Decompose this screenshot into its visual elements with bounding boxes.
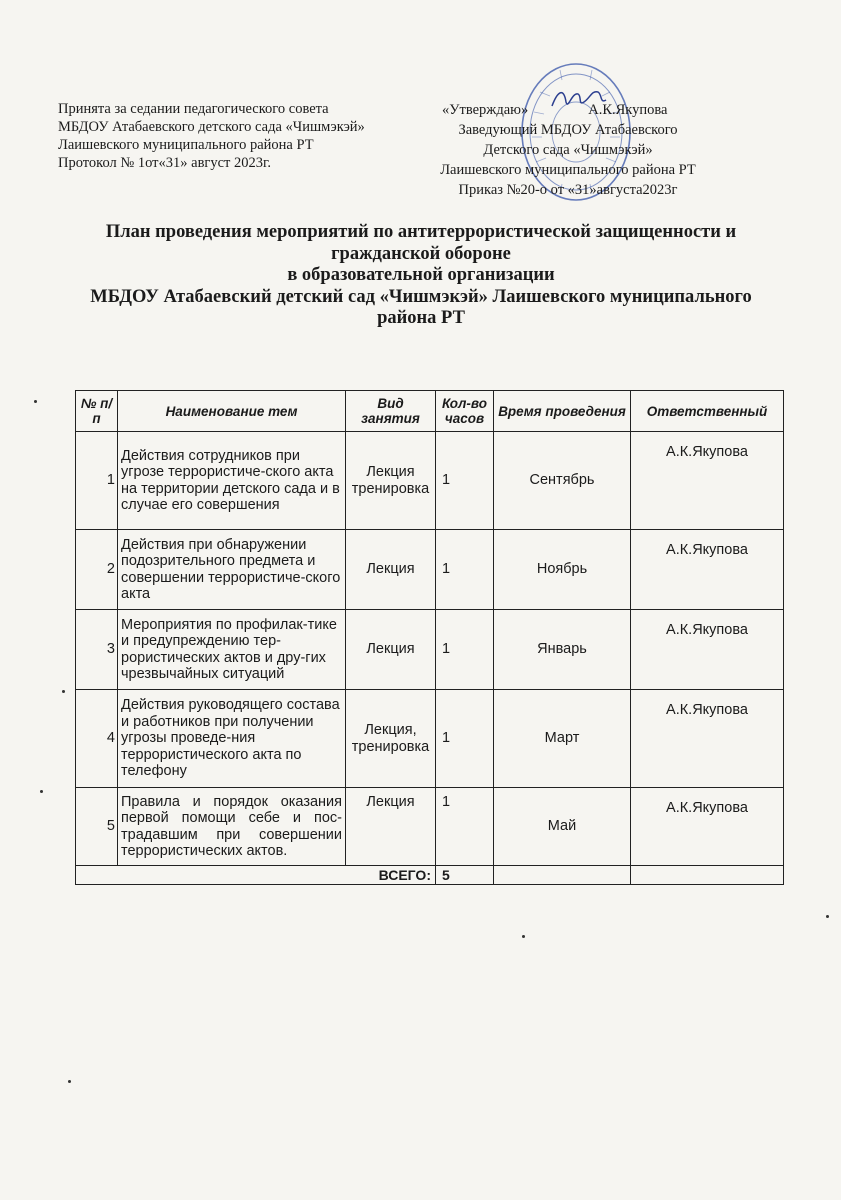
cell-type: Лекция тренировка	[346, 432, 436, 530]
cell-type: Лекция, тренировка	[346, 690, 436, 788]
header-responsible: Ответственный	[631, 391, 784, 432]
cell-hours: 1	[436, 610, 494, 690]
scan-speck	[62, 690, 65, 693]
scan-speck	[40, 790, 43, 793]
cell-num: 4	[76, 690, 118, 788]
cell-time: Май	[494, 788, 631, 866]
scan-speck	[34, 400, 37, 403]
cell-num: 2	[76, 530, 118, 610]
document-title	[40, 222, 802, 330]
table-row	[76, 690, 784, 788]
header-hours: Кол-во часов	[436, 391, 494, 432]
cell-time: Январь	[494, 610, 631, 690]
approval-left-line: МБДОУ Атабаевского детского сада «Чишмэкэй»	[58, 119, 365, 135]
title-line: в образовательной организации	[287, 265, 555, 285]
approval-right-line	[418, 100, 718, 120]
cell-responsible: А.К.Якупова	[631, 788, 784, 866]
approval-right-block	[418, 100, 718, 200]
cell-topic: Правила и порядок оказания первой помощи себе и пос-традавшим при совершении террористических актов.	[118, 788, 346, 866]
cell-num: 1	[76, 432, 118, 530]
approval-left-line: Лаишевского муниципального района РТ	[58, 137, 314, 153]
events-table	[75, 390, 784, 885]
cell-hours: 1	[436, 432, 494, 530]
title-line: гражданской обороне	[331, 243, 511, 264]
table-row	[76, 432, 784, 530]
cell-hours: 1	[436, 530, 494, 610]
cell-topic: Мероприятия по профилак-тике и предупреждению тер-рористических актов и дру-гих чрезвычайных ситуаций	[118, 610, 346, 690]
scan-speck	[68, 1080, 71, 1083]
title-line: План проведения мероприятий по антитеррористической защищенности и	[105, 222, 737, 242]
table-row	[76, 530, 784, 610]
approval-left-line: Протокол № 1от«31» август 2023г.	[58, 155, 271, 171]
approval-right-line: Детского сада «Чишмэкэй»	[483, 142, 653, 158]
cell-hours: 1	[436, 690, 494, 788]
table-row	[76, 610, 784, 690]
table-row	[76, 788, 784, 866]
approval-left-block	[58, 100, 418, 172]
title-line: МБДОУ Атабаевский детский сад «Чишмэкэй» Лаишевского муниципального	[90, 286, 752, 307]
table-header-row	[76, 391, 784, 432]
approval-right-line: Заведующий МБДОУ Атабаевского	[458, 122, 678, 138]
approver-name: А.К.Якупова	[588, 102, 668, 118]
cell-type: Лекция	[346, 610, 436, 690]
cell-time: Сентябрь	[494, 432, 631, 530]
cell-num: 5	[76, 788, 118, 866]
scan-speck	[522, 935, 525, 938]
approval-right-line: Приказ №20-о от «31»августа2023г	[458, 182, 678, 198]
cell-hours: 1	[436, 788, 494, 866]
scan-speck	[826, 915, 829, 918]
cell-responsible: А.К.Якупова	[631, 432, 784, 530]
cell-topic: Действия сотрудников при угрозе террористиче-ского акта на территории детского сада и в случае его совершения	[118, 432, 346, 530]
total-empty-cell	[494, 866, 631, 885]
total-empty-cell	[631, 866, 784, 885]
approval-left-line: Принята за седании педагогического совета	[58, 101, 329, 117]
approval-label: «Утверждаю»	[442, 102, 529, 118]
cell-num: 3	[76, 610, 118, 690]
cell-time: Март	[494, 690, 631, 788]
cell-type: Лекция	[346, 788, 436, 866]
total-value: 5	[436, 866, 494, 885]
cell-topic: Действия руководящего состава и работников при получении угрозы проведе-ния террористического акта по телефону	[118, 690, 346, 788]
header-time: Время проведения	[494, 391, 631, 432]
cell-time: Ноябрь	[494, 530, 631, 610]
cell-type: Лекция	[346, 530, 436, 610]
total-label: ВСЕГО:	[76, 866, 436, 885]
header-num: № п/п	[76, 391, 118, 432]
cell-responsible: А.К.Якупова	[631, 530, 784, 610]
header-topic: Наименование тем	[118, 391, 346, 432]
table-total-row	[76, 866, 784, 885]
cell-topic: Действия при обнаружении подозрительного предмета и совершении террористиче-ского акта	[118, 530, 346, 610]
cell-responsible: А.К.Якупова	[631, 610, 784, 690]
header-type: Вид занятия	[346, 391, 436, 432]
title-line: района РТ	[377, 308, 465, 328]
approval-right-line: Лаишевского муниципального района РТ	[440, 162, 696, 178]
cell-responsible: А.К.Якупова	[631, 690, 784, 788]
